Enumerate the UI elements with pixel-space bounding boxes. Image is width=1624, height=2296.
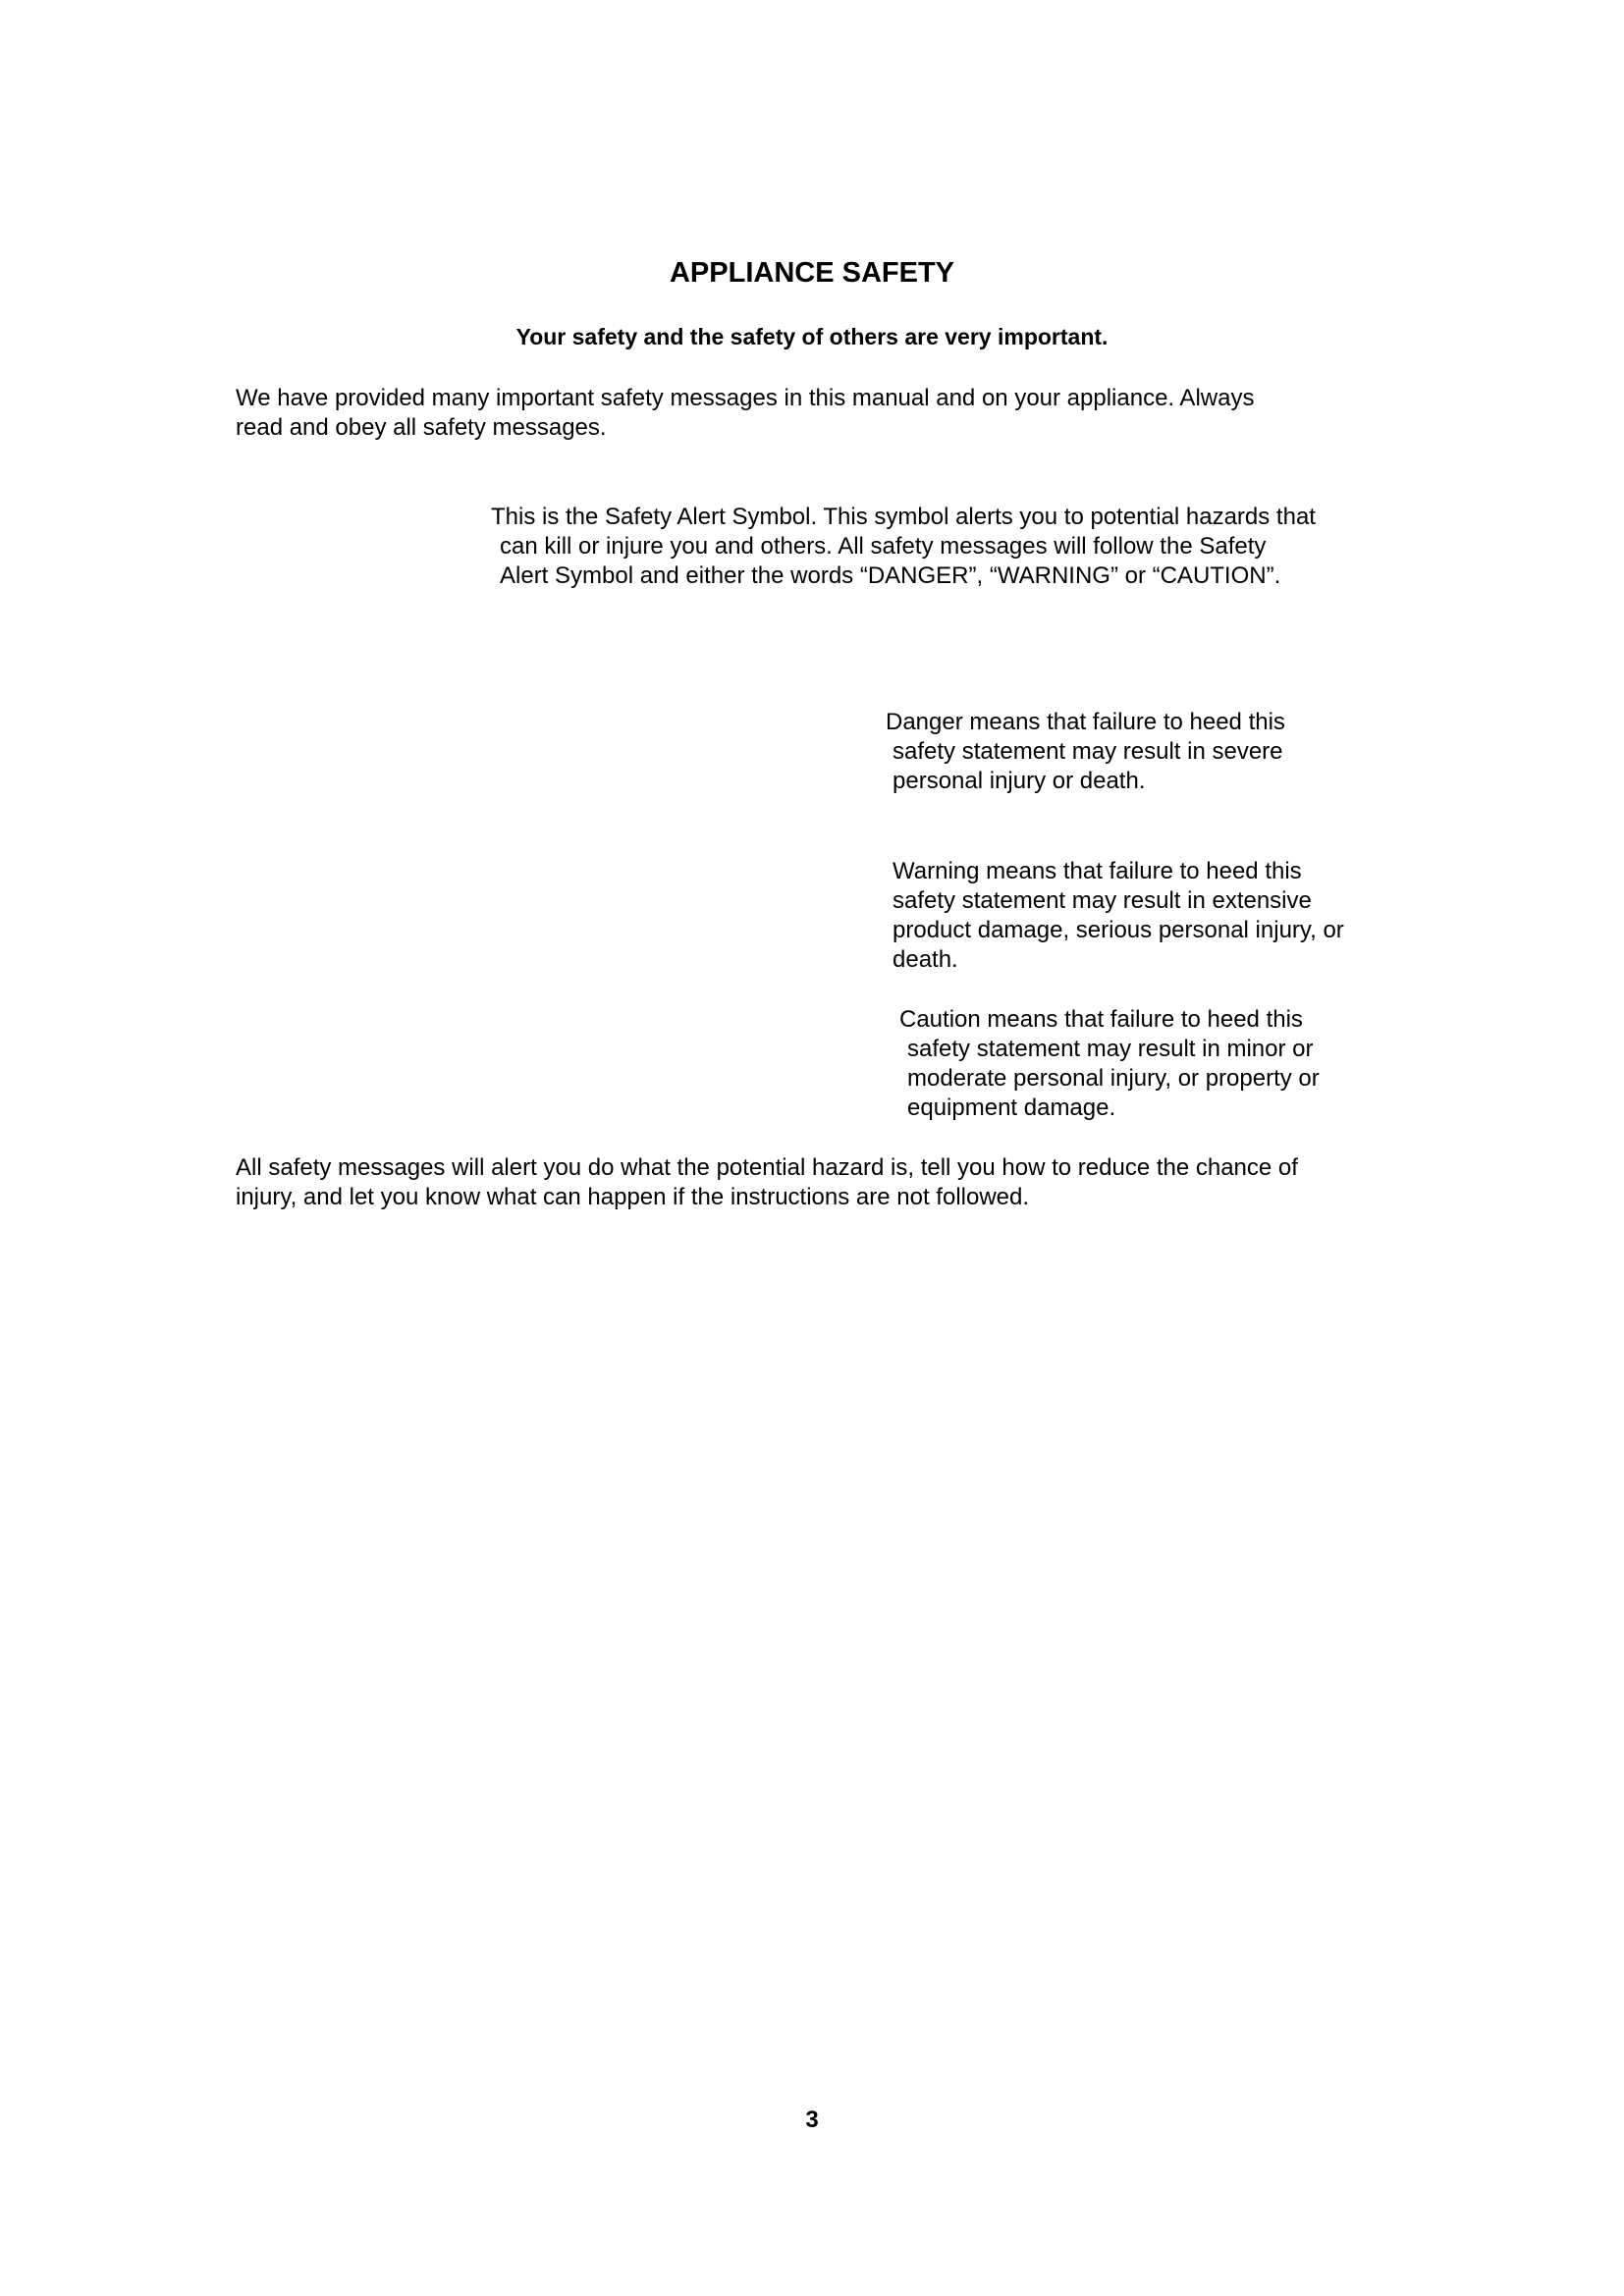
closing-line: All safety messages will alert you do what the potential hazard is, tell you how to reduce the chance of [236,1154,1298,1181]
page-title: APPLIANCE SAFETY [669,257,955,289]
caution-paragraph [899,1005,1320,1123]
warning-line: product damage, serious personal injury, or [893,917,1344,943]
closing-line: injury, and let you know what can happen if the instructions are not followed. [236,1184,1030,1210]
intro-paragraph [236,384,1254,443]
intro-line: We have provided many important safety messages in this manual and on your appliance. Always [236,385,1255,411]
warning-line: Warning means that failure to heed this [893,858,1302,884]
danger-line: Danger means that failure to heed this [886,709,1285,735]
page-number: 3 [805,2107,819,2133]
closing-paragraph [236,1153,1298,1212]
caution-line: Caution means that failure to heed this [899,1006,1303,1033]
warning-line: death. [893,946,958,973]
warning-line: safety statement may result in extensive [893,887,1312,914]
caution-line: safety statement may result in minor or [907,1036,1314,1062]
intro-line: read and obey all safety messages. [236,414,607,441]
safety-alert-line: Alert Symbol and either the words “DANGER”, “WARNING” or “CAUTION”. [500,562,1281,589]
warning-paragraph [893,857,1344,975]
safety-alert-line: This is the Safety Alert Symbol. This symbol alerts you to potential hazards that [491,504,1316,530]
safety-alert-line: can kill or injure you and others. All safety messages will follow the Safety [500,533,1267,560]
danger-paragraph [886,708,1285,796]
page-subtitle: Your safety and the safety of others are very important. [515,324,1109,349]
safety-alert-paragraph [491,503,1316,591]
caution-line: equipment damage. [907,1095,1116,1121]
caution-line: moderate personal injury, or property or [907,1065,1320,1092]
danger-line: safety statement may result in severe [893,738,1283,765]
danger-line: personal injury or death. [893,768,1146,794]
